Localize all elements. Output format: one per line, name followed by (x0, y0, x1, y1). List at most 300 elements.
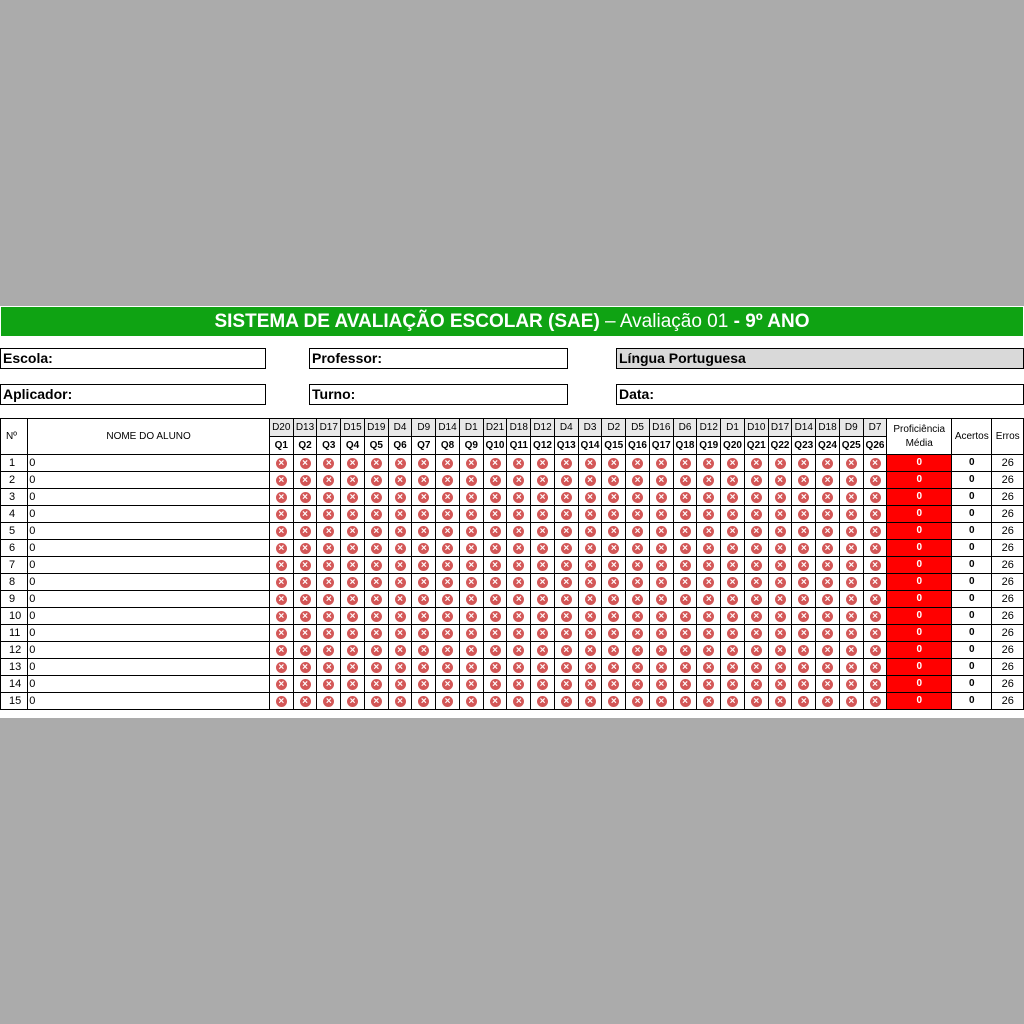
answer-cell[interactable] (436, 523, 460, 540)
answer-cell[interactable] (317, 523, 341, 540)
answer-cell[interactable] (388, 608, 412, 625)
answer-cell[interactable] (626, 625, 650, 642)
answer-cell[interactable] (388, 506, 412, 523)
answer-cell[interactable] (317, 676, 341, 693)
answer-cell[interactable] (483, 659, 507, 676)
answer-cell[interactable] (768, 489, 792, 506)
student-name-cell[interactable]: 0 (28, 557, 270, 574)
answer-cell[interactable] (792, 676, 816, 693)
answer-cell[interactable] (649, 608, 673, 625)
answer-cell[interactable] (721, 506, 745, 523)
answer-cell[interactable] (293, 693, 317, 710)
answer-cell[interactable] (554, 676, 578, 693)
answer-cell[interactable] (839, 540, 863, 557)
answer-cell[interactable] (412, 625, 436, 642)
answer-cell[interactable] (744, 455, 768, 472)
answer-cell[interactable] (602, 455, 626, 472)
answer-cell[interactable] (436, 693, 460, 710)
answer-cell[interactable] (507, 625, 531, 642)
student-name-cell[interactable]: 0 (28, 472, 270, 489)
answer-cell[interactable] (649, 506, 673, 523)
answer-cell[interactable] (768, 659, 792, 676)
answer-cell[interactable] (531, 506, 555, 523)
answer-cell[interactable] (697, 455, 721, 472)
answer-cell[interactable] (602, 659, 626, 676)
answer-cell[interactable] (578, 540, 602, 557)
answer-cell[interactable] (388, 557, 412, 574)
student-name-cell[interactable]: 0 (28, 642, 270, 659)
answer-cell[interactable] (483, 574, 507, 591)
answer-cell[interactable] (602, 608, 626, 625)
answer-cell[interactable] (578, 506, 602, 523)
answer-cell[interactable] (531, 642, 555, 659)
answer-cell[interactable] (863, 608, 887, 625)
answer-cell[interactable] (531, 574, 555, 591)
answer-cell[interactable] (341, 506, 365, 523)
answer-cell[interactable] (649, 489, 673, 506)
answer-cell[interactable] (839, 642, 863, 659)
answer-cell[interactable] (317, 472, 341, 489)
student-name-cell[interactable]: 0 (28, 574, 270, 591)
answer-cell[interactable] (483, 591, 507, 608)
answer-cell[interactable] (436, 472, 460, 489)
answer-cell[interactable] (792, 625, 816, 642)
answer-cell[interactable] (293, 574, 317, 591)
answer-cell[interactable] (721, 659, 745, 676)
answer-cell[interactable] (364, 574, 388, 591)
answer-cell[interactable] (816, 608, 840, 625)
answer-cell[interactable] (269, 625, 293, 642)
answer-cell[interactable] (388, 489, 412, 506)
answer-cell[interactable] (863, 472, 887, 489)
answer-cell[interactable] (531, 608, 555, 625)
answer-cell[interactable] (673, 506, 697, 523)
answer-cell[interactable] (436, 540, 460, 557)
answer-cell[interactable] (269, 489, 293, 506)
answer-cell[interactable] (863, 489, 887, 506)
answer-cell[interactable] (483, 608, 507, 625)
answer-cell[interactable] (863, 625, 887, 642)
answer-cell[interactable] (721, 693, 745, 710)
answer-cell[interactable] (483, 472, 507, 489)
answer-cell[interactable] (269, 557, 293, 574)
answer-cell[interactable] (697, 625, 721, 642)
answer-cell[interactable] (412, 591, 436, 608)
aplicador-field[interactable]: Aplicador: (0, 384, 266, 405)
answer-cell[interactable] (317, 574, 341, 591)
answer-cell[interactable] (341, 557, 365, 574)
answer-cell[interactable] (839, 591, 863, 608)
answer-cell[interactable] (317, 608, 341, 625)
answer-cell[interactable] (649, 455, 673, 472)
answer-cell[interactable] (721, 540, 745, 557)
answer-cell[interactable] (816, 693, 840, 710)
answer-cell[interactable] (364, 693, 388, 710)
answer-cell[interactable] (744, 693, 768, 710)
answer-cell[interactable] (697, 523, 721, 540)
answer-cell[interactable] (412, 506, 436, 523)
answer-cell[interactable] (364, 455, 388, 472)
answer-cell[interactable] (412, 574, 436, 591)
answer-cell[interactable] (792, 574, 816, 591)
answer-cell[interactable] (483, 625, 507, 642)
answer-cell[interactable] (507, 540, 531, 557)
answer-cell[interactable] (626, 455, 650, 472)
answer-cell[interactable] (483, 455, 507, 472)
answer-cell[interactable] (697, 659, 721, 676)
answer-cell[interactable] (531, 472, 555, 489)
answer-cell[interactable] (578, 676, 602, 693)
answer-cell[interactable] (578, 574, 602, 591)
answer-cell[interactable] (863, 591, 887, 608)
answer-cell[interactable] (293, 557, 317, 574)
student-name-cell[interactable]: 0 (28, 676, 270, 693)
answer-cell[interactable] (412, 642, 436, 659)
answer-cell[interactable] (317, 591, 341, 608)
answer-cell[interactable] (436, 659, 460, 676)
answer-cell[interactable] (816, 659, 840, 676)
answer-cell[interactable] (721, 676, 745, 693)
escola-field[interactable]: Escola: (0, 348, 266, 369)
answer-cell[interactable] (863, 574, 887, 591)
answer-cell[interactable] (269, 540, 293, 557)
answer-cell[interactable] (578, 591, 602, 608)
answer-cell[interactable] (388, 591, 412, 608)
answer-cell[interactable] (816, 625, 840, 642)
answer-cell[interactable] (531, 693, 555, 710)
answer-cell[interactable] (768, 676, 792, 693)
answer-cell[interactable] (341, 540, 365, 557)
answer-cell[interactable] (436, 455, 460, 472)
answer-cell[interactable] (269, 472, 293, 489)
answer-cell[interactable] (436, 642, 460, 659)
answer-cell[interactable] (578, 642, 602, 659)
answer-cell[interactable] (626, 472, 650, 489)
answer-cell[interactable] (269, 523, 293, 540)
answer-cell[interactable] (816, 455, 840, 472)
answer-cell[interactable] (341, 642, 365, 659)
answer-cell[interactable] (721, 574, 745, 591)
answer-cell[interactable] (697, 489, 721, 506)
answer-cell[interactable] (697, 642, 721, 659)
answer-cell[interactable] (459, 608, 483, 625)
answer-cell[interactable] (697, 540, 721, 557)
answer-cell[interactable] (602, 523, 626, 540)
answer-cell[interactable] (839, 523, 863, 540)
answer-cell[interactable] (554, 472, 578, 489)
answer-cell[interactable] (578, 523, 602, 540)
answer-cell[interactable] (459, 472, 483, 489)
answer-cell[interactable] (768, 540, 792, 557)
answer-cell[interactable] (483, 523, 507, 540)
answer-cell[interactable] (768, 642, 792, 659)
answer-cell[interactable] (554, 557, 578, 574)
answer-cell[interactable] (554, 659, 578, 676)
answer-cell[interactable] (602, 472, 626, 489)
answer-cell[interactable] (792, 489, 816, 506)
answer-cell[interactable] (554, 625, 578, 642)
answer-cell[interactable] (341, 625, 365, 642)
answer-cell[interactable] (317, 659, 341, 676)
answer-cell[interactable] (293, 472, 317, 489)
answer-cell[interactable] (626, 693, 650, 710)
answer-cell[interactable] (507, 472, 531, 489)
answer-cell[interactable] (839, 625, 863, 642)
answer-cell[interactable] (697, 676, 721, 693)
answer-cell[interactable] (459, 676, 483, 693)
answer-cell[interactable] (626, 659, 650, 676)
student-name-cell[interactable]: 0 (28, 659, 270, 676)
answer-cell[interactable] (341, 608, 365, 625)
answer-cell[interactable] (673, 472, 697, 489)
answer-cell[interactable] (792, 659, 816, 676)
answer-cell[interactable] (626, 506, 650, 523)
answer-cell[interactable] (412, 455, 436, 472)
answer-cell[interactable] (744, 506, 768, 523)
answer-cell[interactable] (531, 540, 555, 557)
answer-cell[interactable] (744, 608, 768, 625)
answer-cell[interactable] (293, 659, 317, 676)
answer-cell[interactable] (744, 659, 768, 676)
answer-cell[interactable] (531, 557, 555, 574)
answer-cell[interactable] (483, 540, 507, 557)
data-field[interactable]: Data: (616, 384, 1024, 405)
answer-cell[interactable] (816, 540, 840, 557)
answer-cell[interactable] (602, 693, 626, 710)
answer-cell[interactable] (269, 693, 293, 710)
answer-cell[interactable] (269, 506, 293, 523)
answer-cell[interactable] (554, 608, 578, 625)
answer-cell[interactable] (602, 506, 626, 523)
answer-cell[interactable] (578, 659, 602, 676)
answer-cell[interactable] (578, 693, 602, 710)
answer-cell[interactable] (649, 574, 673, 591)
answer-cell[interactable] (744, 591, 768, 608)
answer-cell[interactable] (649, 625, 673, 642)
student-name-cell[interactable]: 0 (28, 693, 270, 710)
answer-cell[interactable] (269, 642, 293, 659)
answer-cell[interactable] (436, 557, 460, 574)
answer-cell[interactable] (578, 472, 602, 489)
answer-cell[interactable] (364, 489, 388, 506)
answer-cell[interactable] (459, 523, 483, 540)
answer-cell[interactable] (697, 506, 721, 523)
answer-cell[interactable] (649, 659, 673, 676)
answer-cell[interactable] (531, 659, 555, 676)
answer-cell[interactable] (507, 523, 531, 540)
answer-cell[interactable] (293, 540, 317, 557)
answer-cell[interactable] (436, 676, 460, 693)
answer-cell[interactable] (768, 608, 792, 625)
answer-cell[interactable] (768, 523, 792, 540)
answer-cell[interactable] (839, 557, 863, 574)
answer-cell[interactable] (341, 659, 365, 676)
answer-cell[interactable] (531, 455, 555, 472)
answer-cell[interactable] (269, 574, 293, 591)
answer-cell[interactable] (459, 540, 483, 557)
answer-cell[interactable] (483, 693, 507, 710)
answer-cell[interactable] (721, 455, 745, 472)
answer-cell[interactable] (293, 455, 317, 472)
answer-cell[interactable] (626, 557, 650, 574)
answer-cell[interactable] (792, 608, 816, 625)
answer-cell[interactable] (721, 591, 745, 608)
answer-cell[interactable] (816, 574, 840, 591)
answer-cell[interactable] (364, 608, 388, 625)
answer-cell[interactable] (863, 659, 887, 676)
answer-cell[interactable] (673, 540, 697, 557)
answer-cell[interactable] (816, 557, 840, 574)
answer-cell[interactable] (554, 591, 578, 608)
answer-cell[interactable] (341, 676, 365, 693)
answer-cell[interactable] (483, 642, 507, 659)
answer-cell[interactable] (768, 472, 792, 489)
answer-cell[interactable] (626, 489, 650, 506)
answer-cell[interactable] (768, 557, 792, 574)
answer-cell[interactable] (673, 625, 697, 642)
answer-cell[interactable] (341, 574, 365, 591)
answer-cell[interactable] (364, 523, 388, 540)
answer-cell[interactable] (863, 540, 887, 557)
answer-cell[interactable] (459, 574, 483, 591)
answer-cell[interactable] (626, 676, 650, 693)
answer-cell[interactable] (293, 608, 317, 625)
answer-cell[interactable] (768, 693, 792, 710)
answer-cell[interactable] (293, 591, 317, 608)
answer-cell[interactable] (816, 506, 840, 523)
answer-cell[interactable] (341, 693, 365, 710)
answer-cell[interactable] (341, 472, 365, 489)
answer-cell[interactable] (364, 659, 388, 676)
answer-cell[interactable] (839, 489, 863, 506)
answer-cell[interactable] (602, 625, 626, 642)
answer-cell[interactable] (816, 642, 840, 659)
answer-cell[interactable] (626, 540, 650, 557)
answer-cell[interactable] (531, 523, 555, 540)
answer-cell[interactable] (388, 676, 412, 693)
answer-cell[interactable] (578, 625, 602, 642)
answer-cell[interactable] (507, 608, 531, 625)
answer-cell[interactable] (602, 557, 626, 574)
answer-cell[interactable] (269, 659, 293, 676)
answer-cell[interactable] (744, 523, 768, 540)
answer-cell[interactable] (436, 506, 460, 523)
answer-cell[interactable] (721, 523, 745, 540)
answer-cell[interactable] (839, 455, 863, 472)
student-name-cell[interactable]: 0 (28, 608, 270, 625)
answer-cell[interactable] (554, 693, 578, 710)
answer-cell[interactable] (792, 523, 816, 540)
answer-cell[interactable] (412, 693, 436, 710)
answer-cell[interactable] (792, 506, 816, 523)
answer-cell[interactable] (341, 523, 365, 540)
answer-cell[interactable] (531, 591, 555, 608)
answer-cell[interactable] (626, 574, 650, 591)
answer-cell[interactable] (602, 540, 626, 557)
answer-cell[interactable] (863, 523, 887, 540)
answer-cell[interactable] (293, 642, 317, 659)
answer-cell[interactable] (697, 608, 721, 625)
answer-cell[interactable] (388, 642, 412, 659)
answer-cell[interactable] (697, 574, 721, 591)
answer-cell[interactable] (341, 455, 365, 472)
answer-cell[interactable] (507, 659, 531, 676)
answer-cell[interactable] (364, 676, 388, 693)
answer-cell[interactable] (602, 489, 626, 506)
answer-cell[interactable] (364, 506, 388, 523)
answer-cell[interactable] (744, 472, 768, 489)
answer-cell[interactable] (863, 455, 887, 472)
answer-cell[interactable] (673, 676, 697, 693)
answer-cell[interactable] (697, 591, 721, 608)
answer-cell[interactable] (626, 523, 650, 540)
answer-cell[interactable] (744, 540, 768, 557)
answer-cell[interactable] (816, 591, 840, 608)
answer-cell[interactable] (531, 489, 555, 506)
answer-cell[interactable] (554, 642, 578, 659)
answer-cell[interactable] (388, 659, 412, 676)
answer-cell[interactable] (269, 455, 293, 472)
answer-cell[interactable] (364, 625, 388, 642)
answer-cell[interactable] (863, 506, 887, 523)
answer-cell[interactable] (649, 693, 673, 710)
answer-cell[interactable] (412, 523, 436, 540)
answer-cell[interactable] (293, 676, 317, 693)
answer-cell[interactable] (863, 676, 887, 693)
answer-cell[interactable] (459, 591, 483, 608)
answer-cell[interactable] (649, 540, 673, 557)
answer-cell[interactable] (364, 540, 388, 557)
answer-cell[interactable] (293, 625, 317, 642)
answer-cell[interactable] (744, 642, 768, 659)
answer-cell[interactable] (602, 591, 626, 608)
answer-cell[interactable] (744, 557, 768, 574)
answer-cell[interactable] (364, 642, 388, 659)
answer-cell[interactable] (483, 676, 507, 693)
answer-cell[interactable] (364, 557, 388, 574)
answer-cell[interactable] (554, 540, 578, 557)
answer-cell[interactable] (412, 489, 436, 506)
answer-cell[interactable] (317, 506, 341, 523)
answer-cell[interactable] (459, 455, 483, 472)
answer-cell[interactable] (507, 455, 531, 472)
answer-cell[interactable] (317, 693, 341, 710)
turno-field[interactable]: Turno: (309, 384, 568, 405)
answer-cell[interactable] (531, 625, 555, 642)
answer-cell[interactable] (792, 455, 816, 472)
answer-cell[interactable] (578, 489, 602, 506)
answer-cell[interactable] (412, 557, 436, 574)
student-name-cell[interactable]: 0 (28, 540, 270, 557)
answer-cell[interactable] (744, 625, 768, 642)
answer-cell[interactable] (412, 676, 436, 693)
answer-cell[interactable] (388, 574, 412, 591)
answer-cell[interactable] (816, 676, 840, 693)
answer-cell[interactable] (341, 591, 365, 608)
answer-cell[interactable] (531, 676, 555, 693)
answer-cell[interactable] (839, 676, 863, 693)
answer-cell[interactable] (388, 523, 412, 540)
answer-cell[interactable] (388, 472, 412, 489)
answer-cell[interactable] (863, 693, 887, 710)
answer-cell[interactable] (436, 625, 460, 642)
answer-cell[interactable] (436, 591, 460, 608)
answer-cell[interactable] (293, 523, 317, 540)
answer-cell[interactable] (673, 557, 697, 574)
answer-cell[interactable] (388, 625, 412, 642)
answer-cell[interactable] (744, 574, 768, 591)
answer-cell[interactable] (388, 693, 412, 710)
